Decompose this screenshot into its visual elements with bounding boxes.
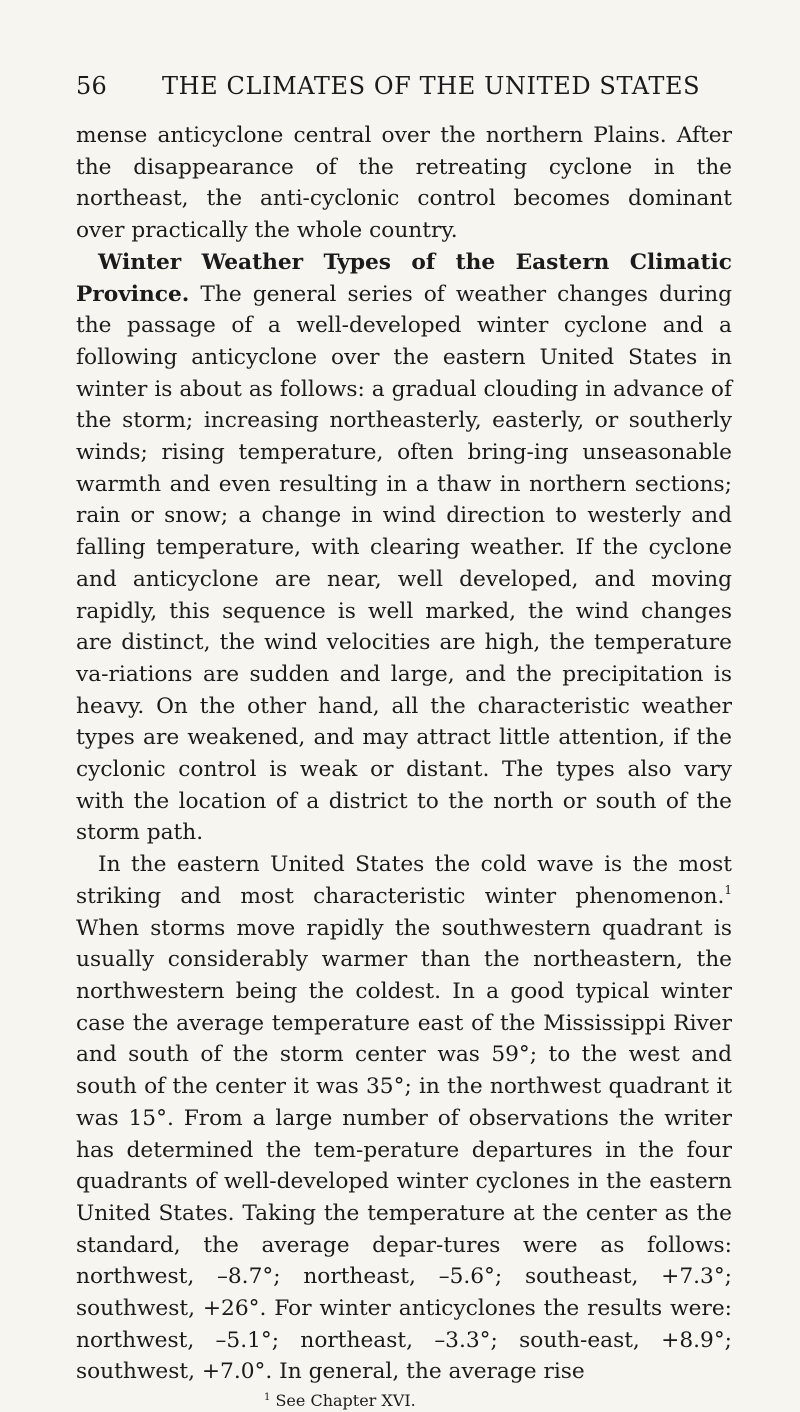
paragraph-3-text-b: When storms move rapidly the southwestern quadrant is usually considerably warmer than the northeastern, the northwestern being the coldest. In a good typical winter case the average temperature east of the Mississippi River and south of the storm center was 59°; to the west and south of the center it was 35°; in the northwest quadrant it was 15°. From a large number of observations the writer has determined the tem-perature departures in the four quadrants of well-developed winter cyclones in the eastern United States. Taking the temperature at the center as the standard, the average depar-tures were as follows: northwest, –8.7°; northeast, –5.6°; southeast, +7.3°; southwest, +26°. For winter anticyclones the results were: northwest, –5.1°; northeast, –3.3°; south-east, +8.9°; southwest, +7.0°. In general, the average rise: [76, 915, 732, 1385]
paragraph-1-text: mense anticyclone central over the northern Plains. After the disappearance of the retreating cyclone in the northeast, the anti-cyclonic control becomes dominant over practically the whole country.: [76, 123, 732, 244]
footnote-marker: 1: [264, 1392, 271, 1404]
paragraph-winter-weather-types: [76, 247, 732, 849]
footnote-text: See Chapter XVI.: [270, 1391, 416, 1411]
paragraph-2-text: The general series of weather changes during the passage of a well-developed winter cyclone and a following anticyclone over the eastern United States in winter is about as follows: a gradual clouding in advance of the storm; increasing northeasterly, easterly, or southerly winds; rising temperature, often bring-ing unseasonable warmth and even resulting in a thaw in northern sections; rain or snow; a change in wind direction to westerly and falling temperature, with clearing weather. If the cyclone and anticyclone are near, well developed, and moving rapidly, this sequence is well marked, the wind changes are distinct, the wind velocities are high, the temperature va-riations are sudden and large, and the precipitation is heavy. On the other hand, all the characteristic weather types are weakened, and may attract little attention, if the cyclonic control is weak or distant. The types also vary with the location of a district to the north or south of the storm path.: [76, 281, 732, 846]
running-header: [76, 72, 732, 108]
footnote: [76, 1390, 732, 1412]
page-number: 56: [76, 72, 107, 100]
section-run-in-heading: Winter Weather Types of the Eastern Climatic Province.: [76, 249, 732, 307]
footnote-reference: 1: [724, 882, 732, 897]
running-title: THE CLIMATES OF THE UNITED STATES: [162, 72, 701, 100]
body-text: [76, 120, 732, 1388]
paragraph-cold-wave: [76, 849, 732, 1388]
book-page: [76, 72, 732, 1412]
paragraph-continuation: [76, 120, 732, 247]
paragraph-3-text-a: In the eastern United States the cold wave is the most striking and most characteristic winter phenomenon.: [76, 852, 732, 909]
